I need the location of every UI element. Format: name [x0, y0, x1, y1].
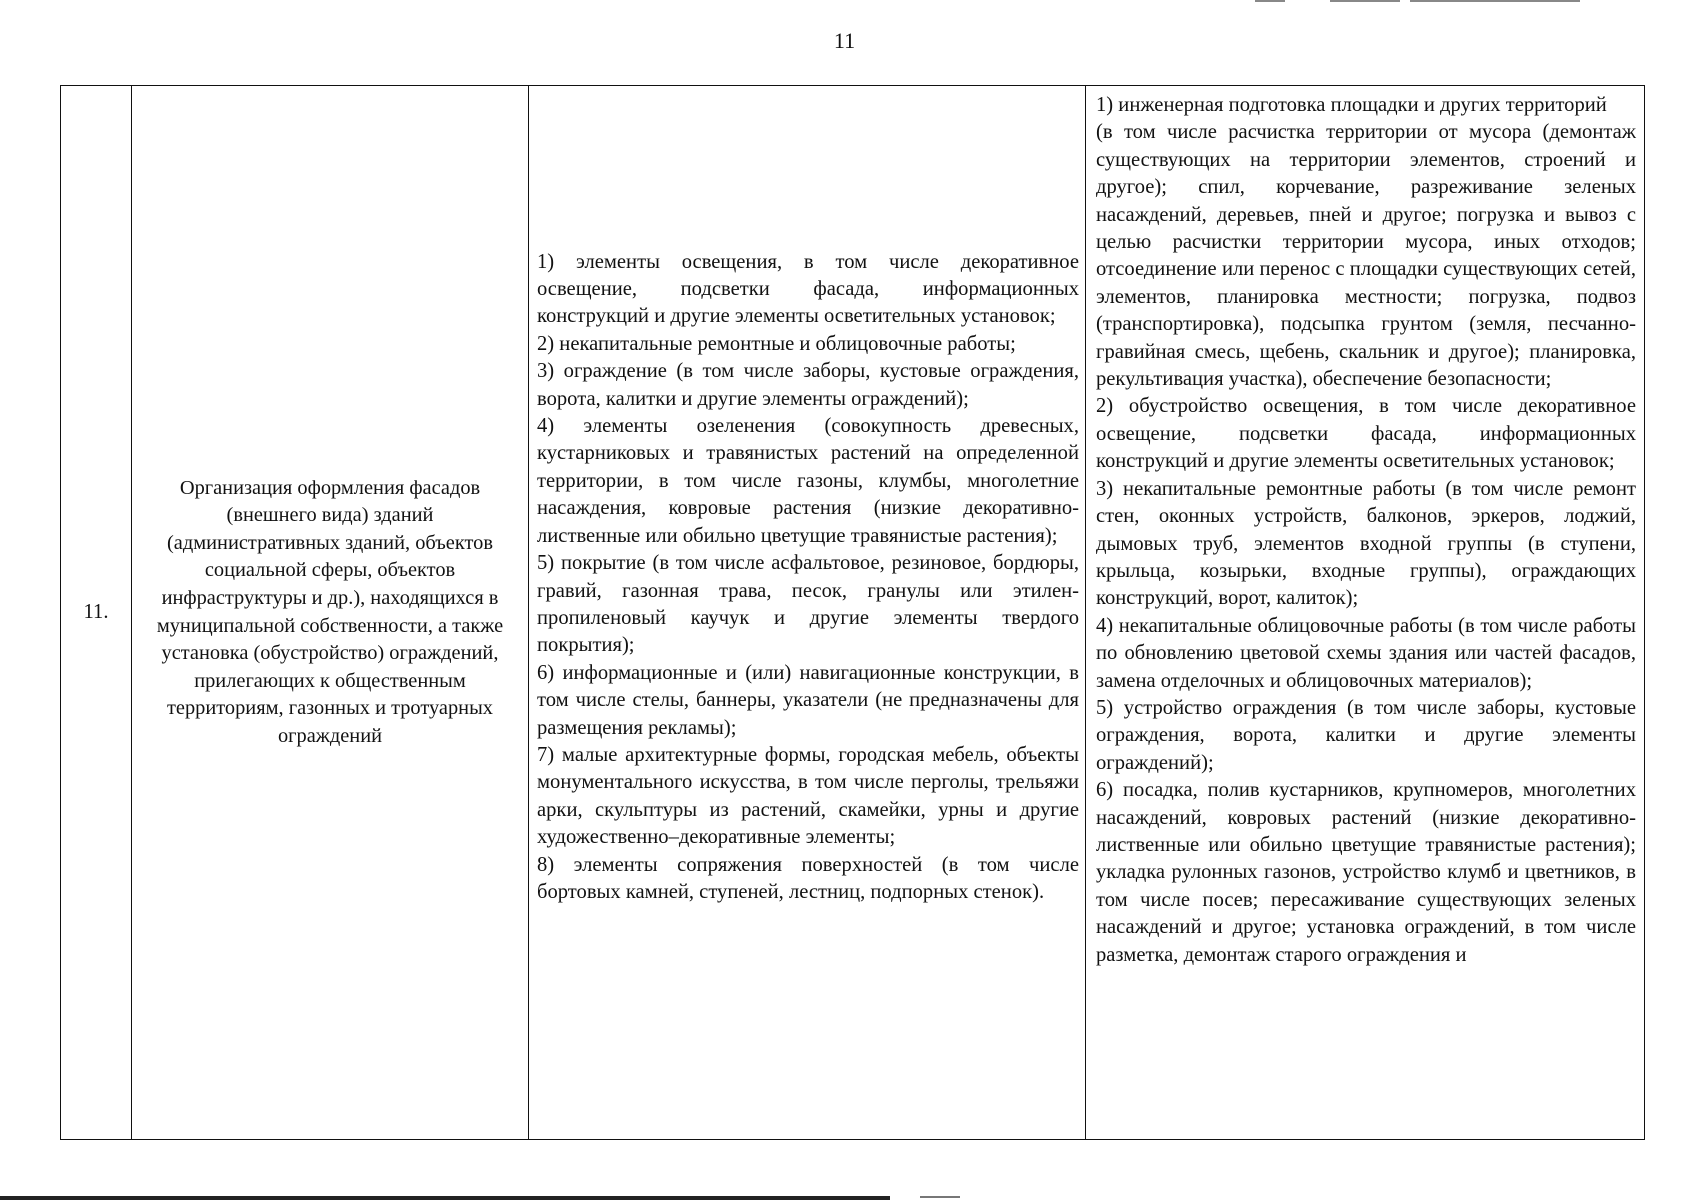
bottom-dash [920, 1196, 960, 1198]
scan-mark [1410, 0, 1580, 2]
page-number: 11 [833, 28, 856, 53]
list-item: 3) некапитальные ремонтные работы (в том числе ремонт стен, оконных устройств, балконов, эркеров, лоджий, дымовых труб, элементов входной группы (в ступени, крыльца, козырьки, входные группы), ограждающих конструкций, ворот, калиток); [1096, 477, 1636, 610]
bottom-rule [0, 1196, 890, 1200]
list-item: 4) элементы озеленения (совокупность древесных, кустарниковых и травянистых растений на определенной территории, в том числе газоны, клумбы, многолетние насаждения, ковровые растения (низкие декоративно-лиственные или обильно цветущие травянистые растения); [537, 415, 1079, 547]
table-row [61, 86, 1645, 1140]
row-number: 11. [83, 600, 109, 623]
elements-cell [529, 86, 1086, 1140]
list-item: 3) ограждение (в том числе заборы, кустовые ограждения, ворота, калитки и другие элементы ограждений); [537, 360, 1079, 410]
list-item: 8) элементы сопряжения поверхностей (в том числе бортовых камней, ступеней, лестниц, подпорных стенок). [537, 853, 1079, 903]
list-item: 1) элементы освещения, в том числе декоративное освещение, подсветки фасада, информационных конструкций и другие элементы осветительных установок; [537, 250, 1079, 328]
list-item: 2) некапитальные ремонтные и облицовочные работы; [537, 332, 1016, 355]
list-item: 6) посадка, полив кустарников, крупномеров, многолетних насаждений, ковровых растений (низкие декоративно-лиственные или обильно цветущие травянистые растения); укладка рулонных газонов, устройство клумб и цветников, в том числе посев; пересаживание существующих зеленых насаждений и другое; установка ограждений, в том числе разметка, демонтаж старого ограждения и [1096, 779, 1636, 966]
list-item: 6) информационные и (или) навигационные конструкции, в том числе стелы, баннеры, указатели (не предназначены для размещения рекламы); [537, 661, 1079, 739]
list-item: 2) обустройство освещения, в том числе декоративное освещение, подсветки фасада, информационных конструкций и другие элементы осветительных установок; [1096, 395, 1636, 473]
row-name-cell [132, 86, 529, 1140]
list-item: 5) устройство ограждения (в том числе заборы, кустовые ограждения, ворота, калитки и другие элементы ограждений); [1096, 696, 1636, 774]
works-cell [1086, 86, 1645, 1140]
scan-mark [1255, 0, 1285, 2]
list-item: (в том числе расчистка территории от мусора (демонтаж существующих на территории элементов, строений и другое); спил, корчевание, разреживание зеленых насаждений, деревьев, пней и другое; погрузка и вывоз с целью расчистки территории мусора, иных отходов; отсоединение или перенос с площадки существующих сетей, элементов, планировка местности; погрузка, подвоз (транспортировка), подсыпка грунтом (земля, песчанно-гравийная смесь, щебень, скальник и другое); планировка, рекультивация участка), обеспечение безопасности; [1096, 121, 1636, 391]
row-name: Организация оформления фасадов (внешнего вида) зданий (административных зданий, объектов социальной сферы, объектов инфраструктуры и др.), находящихся в муниципальной собственности, а также установка (обустройство) ограждений, прилегающих к общественным территориям, газонных и тротуарных ограждений [156, 476, 504, 747]
scan-mark [1330, 0, 1400, 2]
list-item: 7) малые архитектурные формы, городская мебель, объекты монументального искусства, в том числе перголы, трельяжи арки, скульптуры из растений, скамейки, урны и другие художественно–декоративные элементы; [537, 743, 1079, 849]
list-item: 5) покрытие (в том числе асфальтовое, резиновое, бордюры, гравий, газонная трава, песок, гранулы или этилен-пропиленовый каучук и другие элементы твердого покрытия); [537, 552, 1079, 657]
list-item: 4) некапитальные облицовочные работы (в том числе работы по обновлению цветовой схемы здания или частей фасадов, замена отделочных и облицовочных материалов); [1096, 614, 1636, 692]
list-item: 1) инженерная подготовка площадки и других территорий [1096, 94, 1607, 116]
document-table [60, 85, 1645, 1140]
row-number-cell [61, 86, 132, 1140]
